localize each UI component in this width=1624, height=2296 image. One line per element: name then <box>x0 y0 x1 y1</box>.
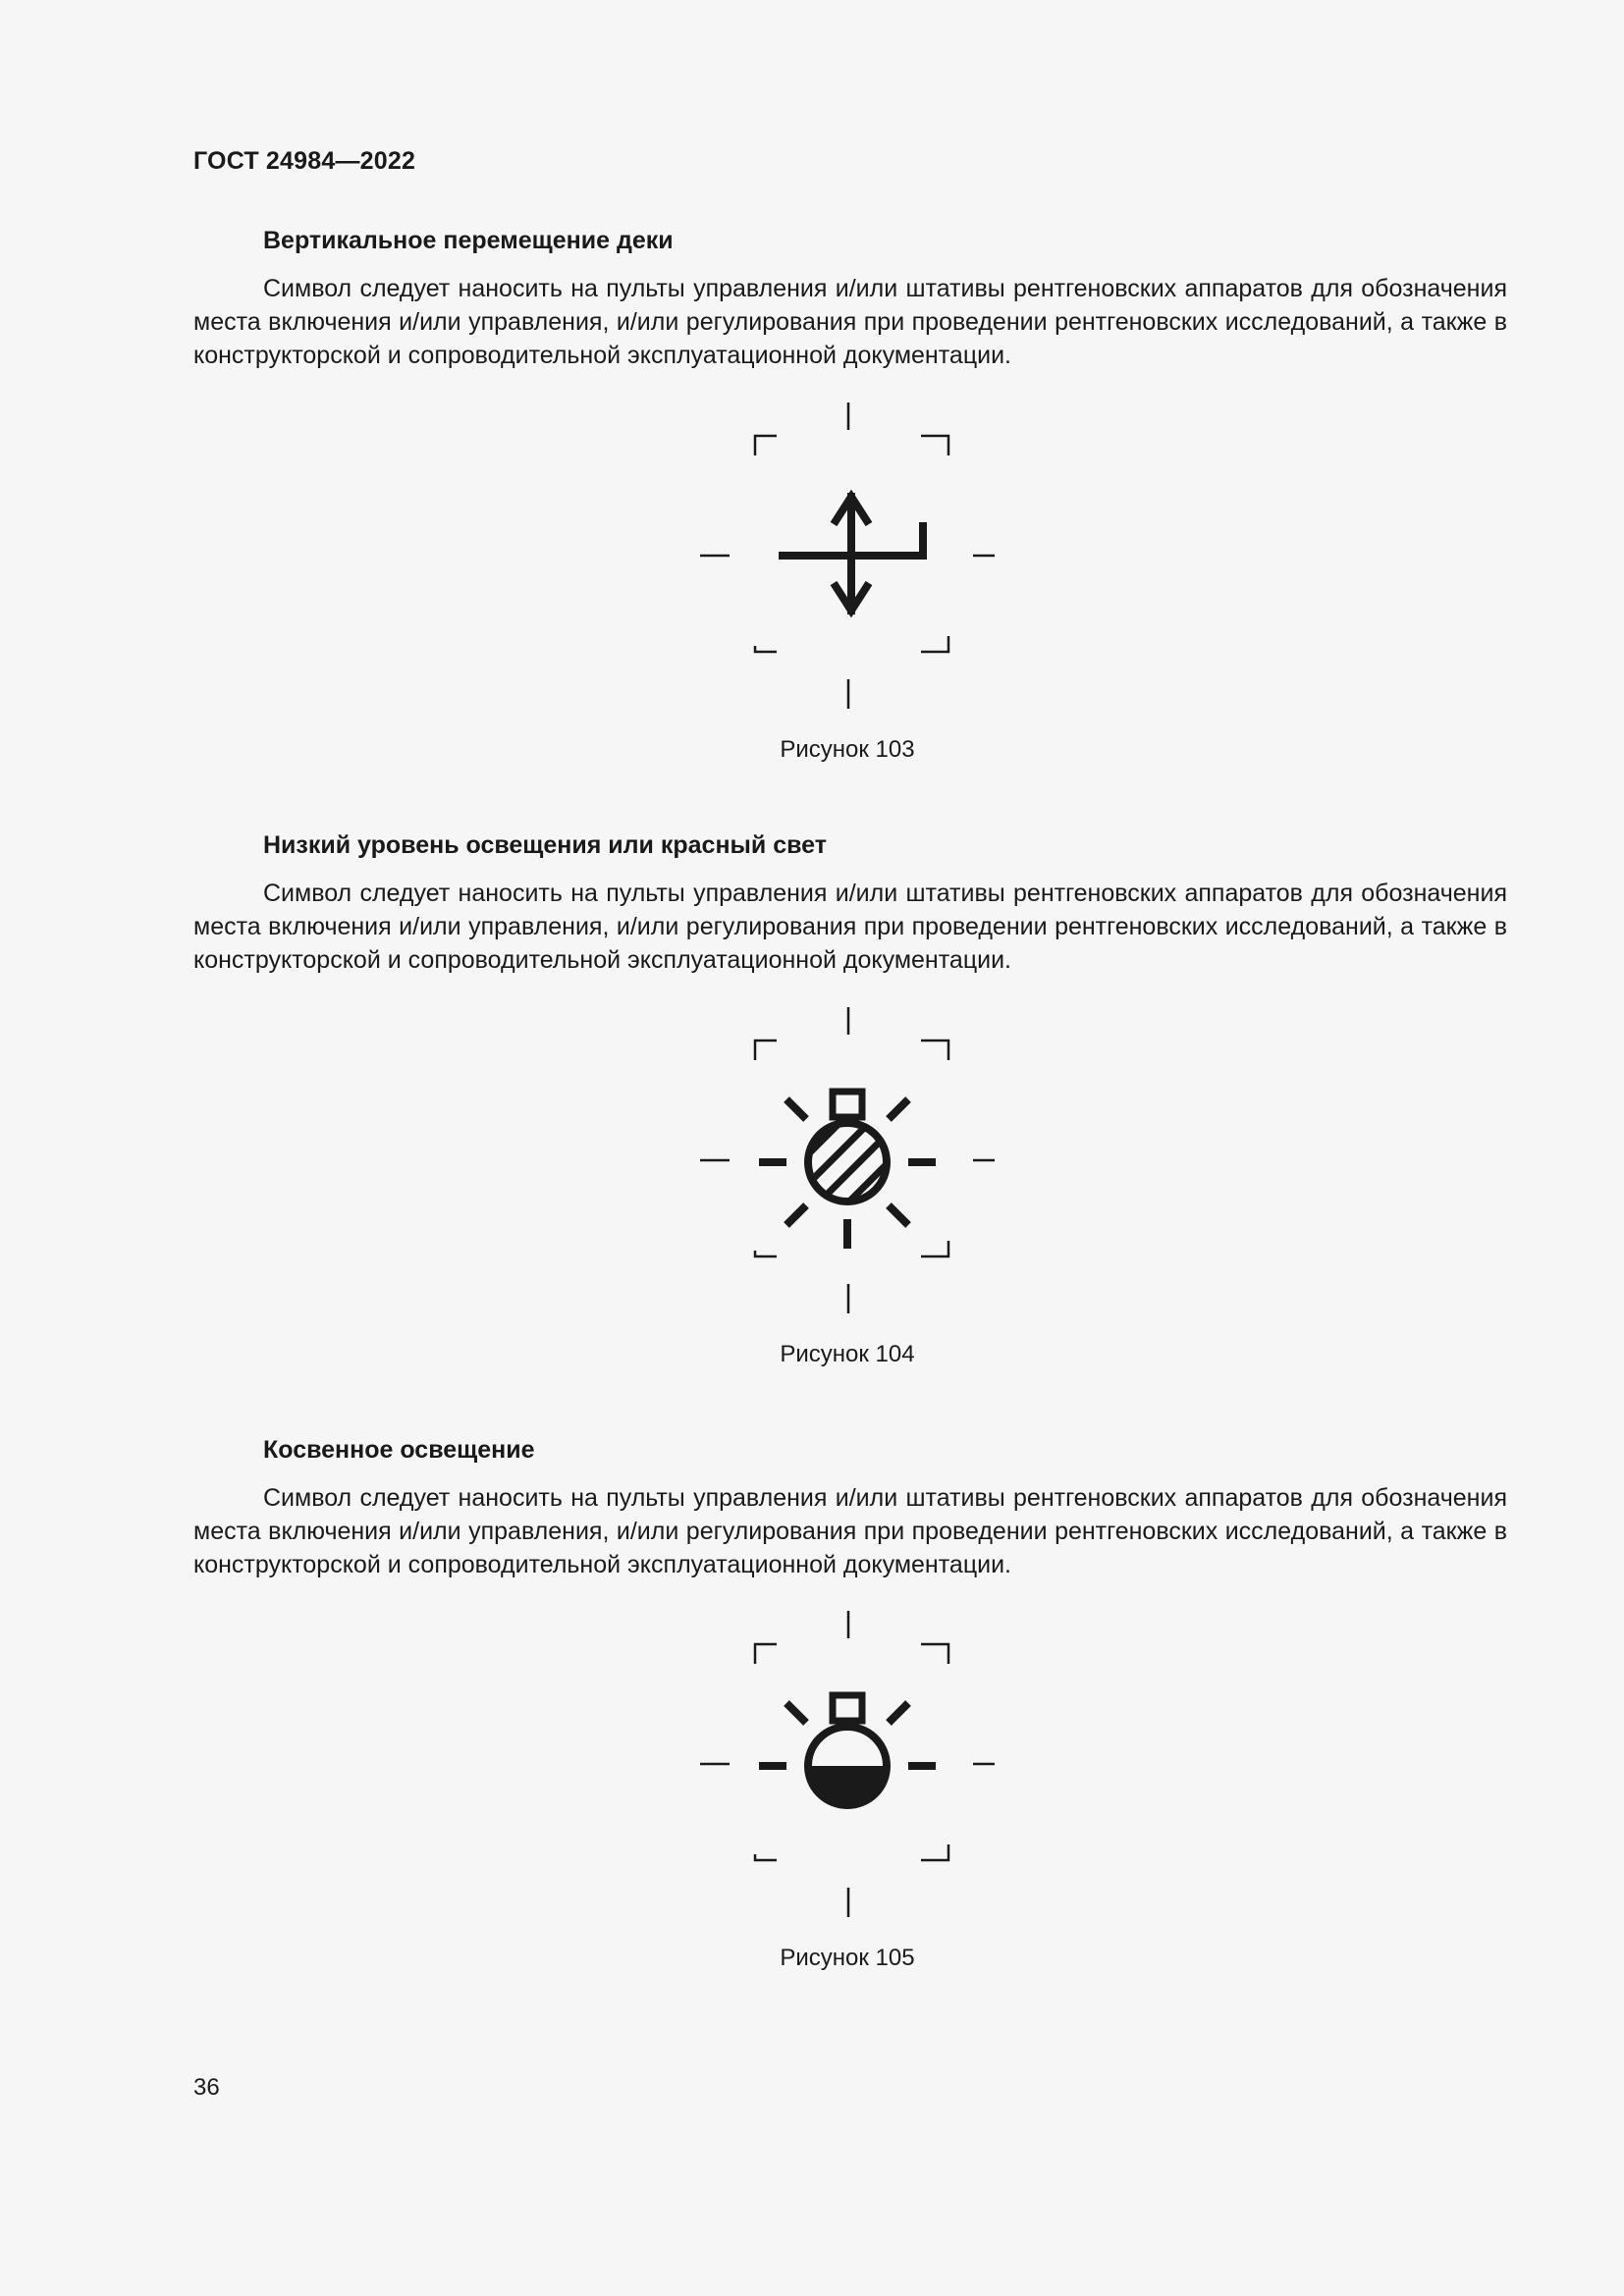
section-text: Символ следует наносить на пульты управления и/или штативы рентгеновских аппаратов для обозначения места включения и/или управления, и/или регулирования при проведении рентгеновских исследований, а также в конструкторской и сопроводительной эксплуатационной документации. <box>193 275 1507 369</box>
figure-103 <box>700 402 995 763</box>
section-indirect-lighting <box>193 1435 1507 1581</box>
figure-105 <box>700 1611 995 1971</box>
section-text: Символ следует наносить на пульты управления и/или штативы рентгеновских аппаратов для обозначения места включения и/или управления, и/или регулирования при проведении рентгеновских исследований, а также в конструкторской и сопроводительной эксплуатационной документации. <box>193 1484 1507 1578</box>
section-low-light <box>193 830 1507 977</box>
figure-caption: Рисунок 105 <box>780 1945 915 1971</box>
page-number: 36 <box>193 2074 220 2101</box>
section-title: Косвенное освещение <box>263 1436 535 1464</box>
section-text: Символ следует наносить на пульты управления и/или штативы рентгеновских аппаратов для обозначения места включения и/или управления, и/или регулирования при проведении рентгеновских исследований, а также в конструкторской и сопроводительной эксплуатационной документации. <box>193 880 1507 974</box>
indirect-lighting-icon <box>700 1611 995 1925</box>
vertical-table-movement-icon <box>700 402 995 717</box>
low-light-red-light-icon <box>700 1007 995 1321</box>
section-title: Вертикальное перемещение деки <box>263 227 674 254</box>
section-title: Низкий уровень освещения или красный свет <box>263 831 827 859</box>
figure-caption: Рисунок 103 <box>780 736 915 763</box>
figure-caption: Рисунок 104 <box>780 1341 915 1367</box>
section-vertical-table-movement <box>193 226 1507 372</box>
figure-104 <box>700 1007 995 1367</box>
document-header: ГОСТ 24984—2022 <box>193 147 416 175</box>
